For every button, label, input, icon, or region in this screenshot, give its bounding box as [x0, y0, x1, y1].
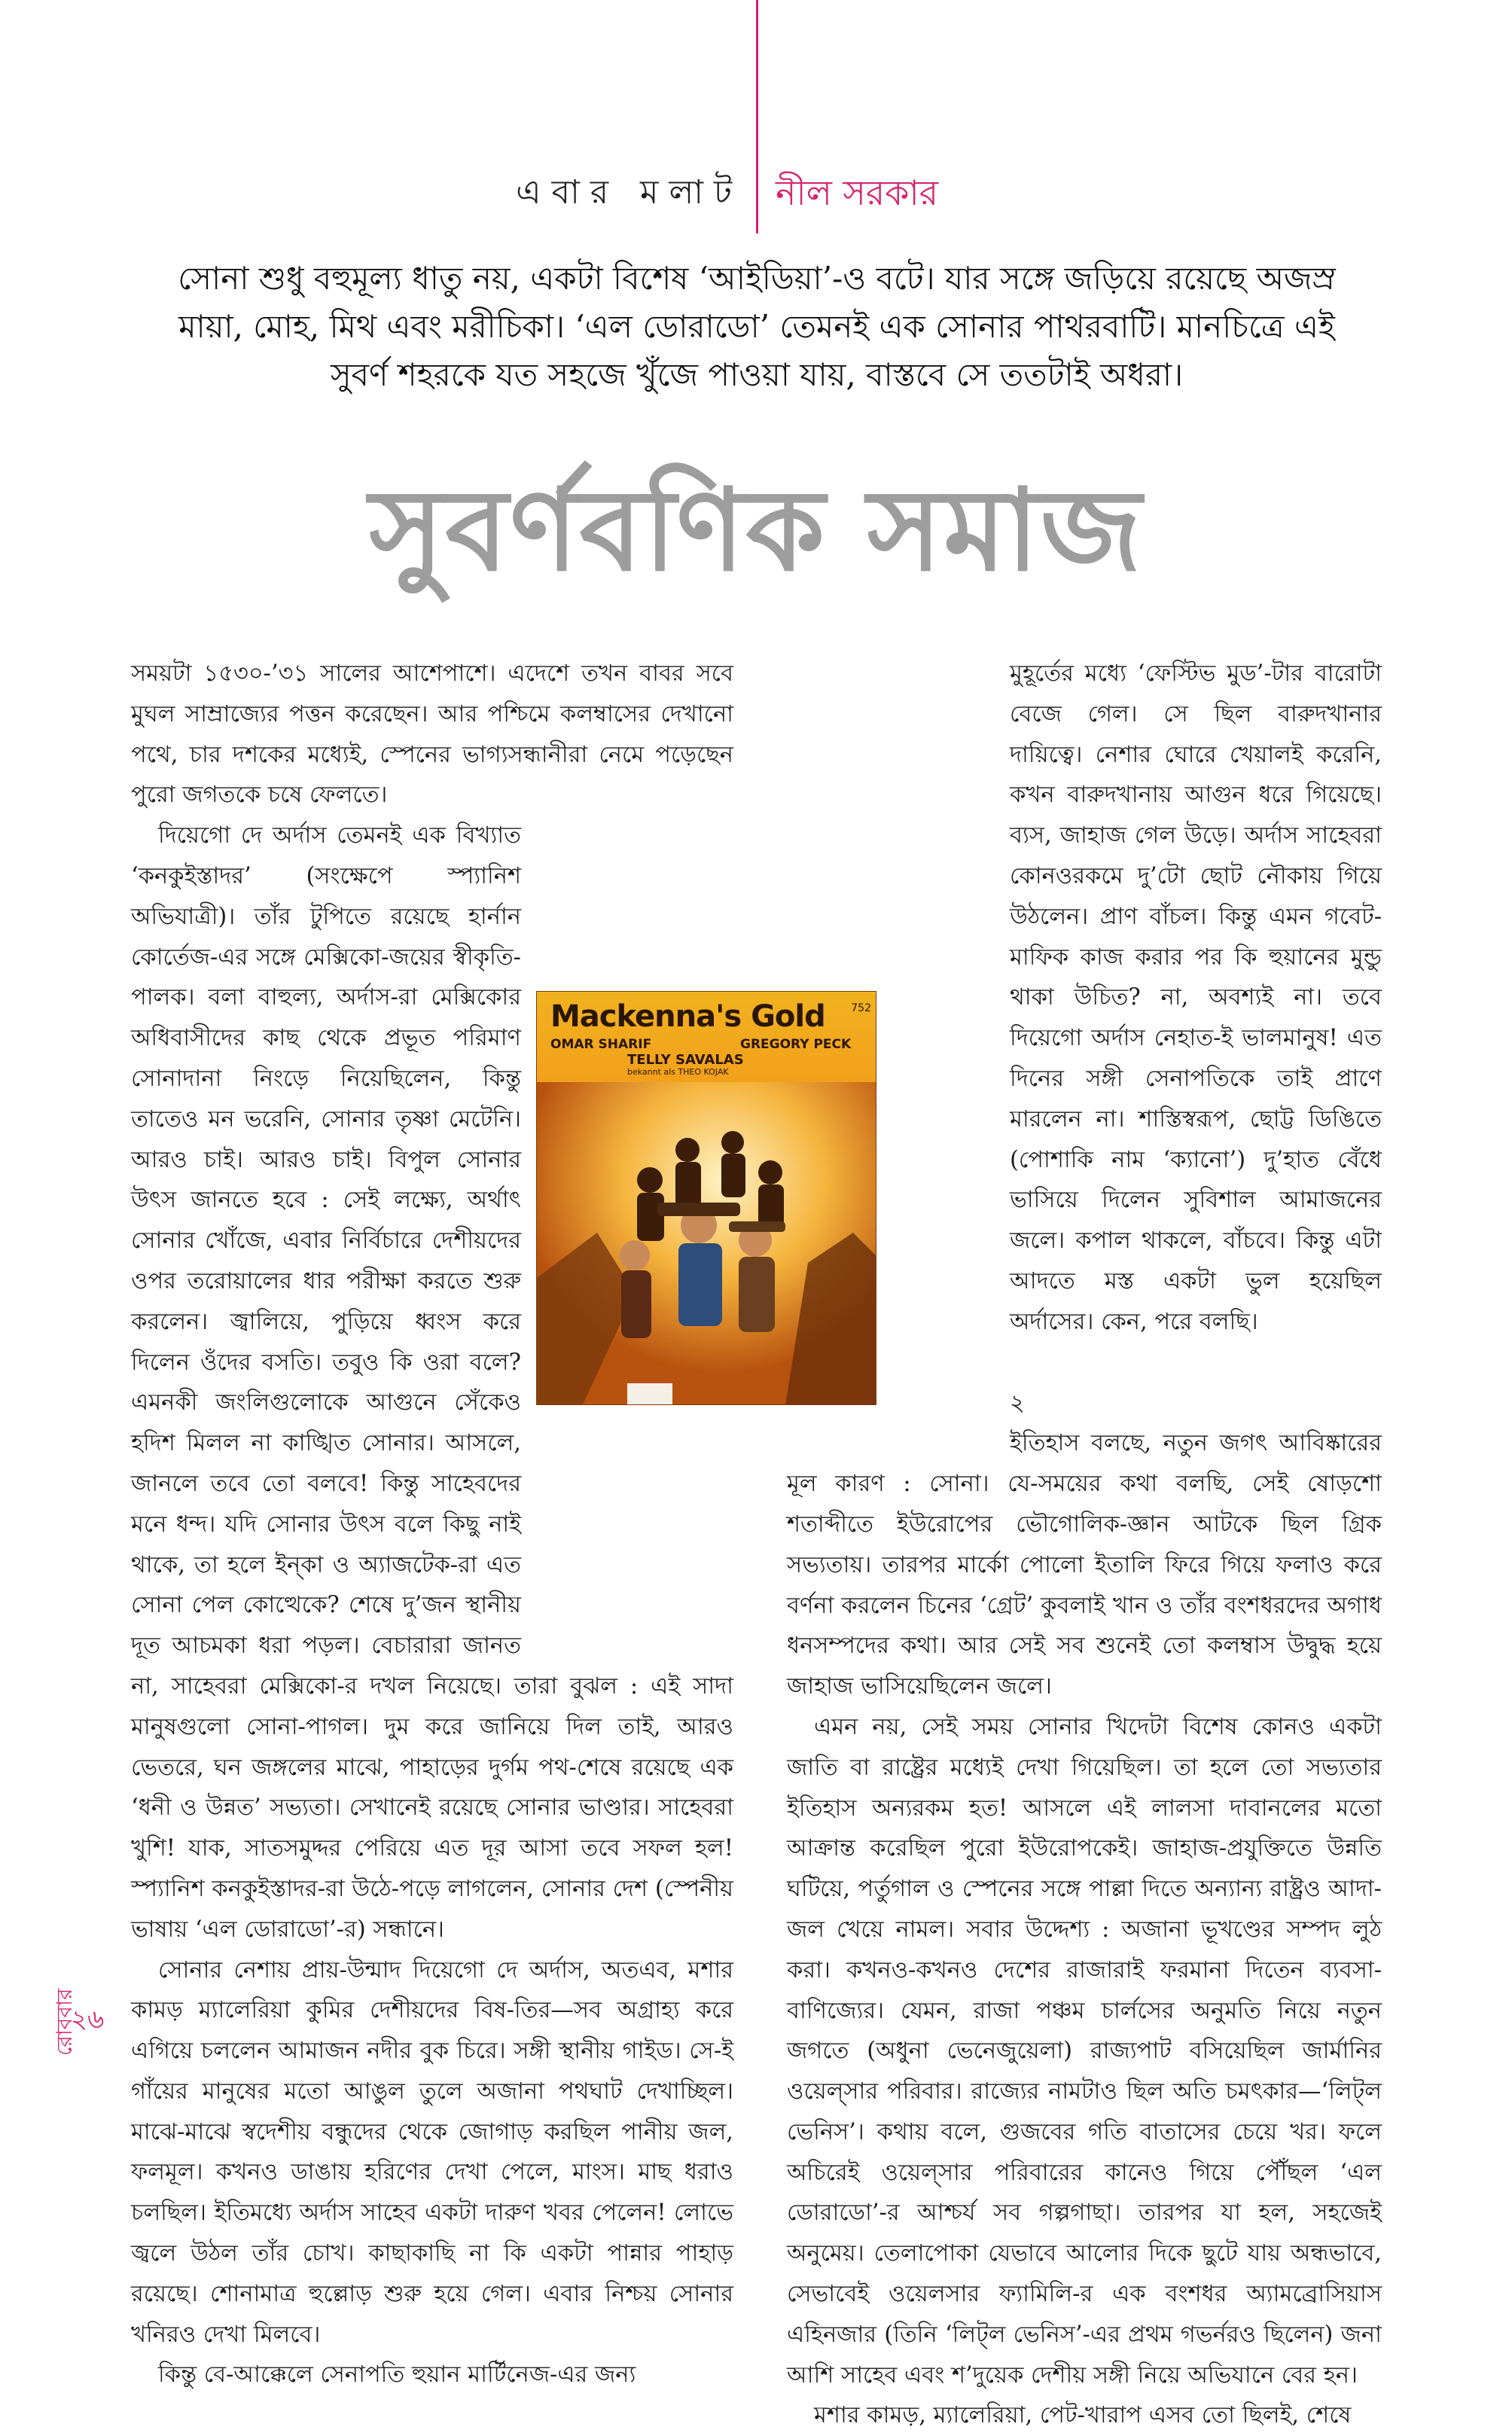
- intro-text: সোনা শুধু বহুমূল্য ধাতু নয়, একটা বিশেষ ‘আইডিয়া’-ও বটে। যার সঙ্গে জড়িয়ে রয়েছে অজস্র মায়া, মোহ, মিথ এবং মরীচিকা। ‘এল ডোরাডো’ তেমনই এক সোনার পাথরবাটি। মানচিত্রে এই সুবর্ণ শহরকে যত সহজে খুঁজে পাওয়া যায়, বাস্তবে সে ততটাই অধরা।: [178, 260, 1336, 393]
- poster-actor-2: GREGORY PECK: [740, 1037, 852, 1052]
- left-column: [131, 654, 733, 2395]
- page-number: ২৬: [71, 2005, 105, 2035]
- article-header: [0, 167, 1512, 212]
- poster-actor-3: TELLY SAVALAS: [627, 1052, 744, 1068]
- poster-number: 752: [851, 1002, 871, 1014]
- movie-poster-image: [536, 991, 876, 1405]
- poster-subtitle: bekannt als THEO KOJAK: [627, 1067, 729, 1077]
- magazine-name: রোববার: [52, 1988, 77, 2056]
- right-paragraph-2: ইতিহাস বলছে, নতুন জগৎ আবিষ্কারের মূল কারণ : সোনা। যে-সময়ের কথা বলছি, সেই ষোড়শো শতাব্দীতে ইউরোপের ভৌগোলিক-জ্ঞান আটকে ছিল গ্রিক সভ্যতায়। তারপর মার্কো পোলো ইতালি ফিরে গিয়ে ফলাও করে বর্ণনা করলেন চিনের ‘গ্রেট’ কুবলাই খান ও তাঁর বংশধরদের অগাধ ধনসম্পদের কথা। আর সেই সব শুনেই তো কলম্বাস উদ্বুদ্ধ হয়ে জাহাজ ভাসিয়েছিলেন জলে।: [787, 1430, 1382, 1700]
- article-title: সুবর্ণবণিক সমাজ: [369, 465, 1143, 596]
- right-paragraph-3: এমন নয়, সেই সময় সোনার খিদেটা বিশেষ কোনও একটা জাতি বা রাষ্ট্রের মধ্যেই দেখা গিয়েছিল। তা হলে তো সভ্যতার ইতিহাস অন্যরকম হত! আসলে এই লালসা দাবানলের মতো আক্রান্ত করেছিল পুরো ইউরোপকেই। জাহাজ-প্রযুক্তিতে উন্নতি ঘটিয়ে, পর্তুগাল ও স্পেনের সঙ্গে পাল্লা দিতে অন্যান্য রাষ্ট্রও আদা-জল খেয়ে নামল। সবার উদ্দেশ্য : অজানা ভূখণ্ডের সম্পদ লুঠ করা। কখনও-কখনও দেশের রাজারাই ফরমানা দিতেন ব্যবসা-বাণিজ্যের। যেমন, রাজা পঞ্চম চার্লসের অনুমতি নিয়ে নতুন জগতে (অধুনা ভেনেজুয়েলা) রাজ্যপাট বসিয়েছিল জার্মানির ওয়েল্সার পরিবার। রাজ্যের নামটাও ছিল অতি চমৎকার—‘লিট্ল ভেনিস’। কথায় বলে, গুজবের গতি বাতাসের চেয়ে খর। ফলে অচিরেই ওয়েল্সার পরিবারের কানেও গিয়ে পৌঁছল ‘এল ডোরাডো’-র আশ্চর্য সব গল্পগাছা। তারপর যা হল, সহজেই অনুমেয়। তেলাপোকা যেভাবে আলোর দিকে ছুটে যায় অন্ধভাবে, সেভাবেই ওয়েলসার ফ্যামিলি-র এক বংশধর অ্যামব্রোসিয়াস এহিনজার (তিনি ‘লিট্ল ভেনিস’-এর প্রথম গভর্নরও ছিলেন) জনা আশি সাহেব এবং শ’দুয়েক দেশীয় সঙ্গী নিয়ে অভিযানে বের হন।: [787, 1713, 1382, 2389]
- left-paragraph-2: দিয়েগো দে অর্দাস তেমনই এক বিখ্যাত ‘কনকুইস্তাদর’ (সংক্ষেপে স্প্যানিশ অভিযাত্রী)। তাঁর টুপিতে রয়েছে হার্নান কোর্তেজ-এর সঙ্গে মেক্সিকো-জয়ের স্বীকৃতি-পালক। বলা বাহুল্য, অর্দাস-রা মেক্সিকোর অধিবাসীদের কাছ থেকে প্রভূত পরিমাণ সোনাদানা নিংড়ে নিয়েছিলেন, কিন্তু তাতেও মন ভরেনি, সোনার তৃষ্ণা মেটেনি। আরও চাই। আরও চাই। বিপুল সোনার উৎস জানতে হবে : সেই লক্ষ্যে, অর্থাৎ সোনার খোঁজে, এবার নির্বিচারে দেশীয়দের ওপর তরোয়ালের ধার পরীক্ষা করতে শুরু করলেন। জ্বালিয়ে, পুড়িয়ে ধ্বংস করে দিলেন ওঁদের বসতি। তবুও কি ওরা বলে? এমনকী জংলিগুলোকে আগুনে সেঁকেও হদিশ মিলল না কাঙ্খিত সোনার। আসলে, জানলে তবে তো বলবে! কিন্তু সাহেবদের মনে ধন্দ। যদি সোনার উৎস বলে কিছু নাই থাকে, তা হলে ইন্কা ও অ্যাজটেক-রা এত সোনা পেল কোত্থেকে? শেষে দু’জন স্থানীয় দূত আচমকা ধরা পড়ল। বেচারারা জানত না, সাহেবরা মেক্সিকো-র দখল নিয়েছে। তারা বুঝল : এই সাদা মানুষগুলো সোনা-পাগল। দুম করে জানিয়ে দিল তাই, আরও ভেতরে, ঘন জঙ্গলের মাঝে, পাহাড়ের দুর্গম পথ-শেষে রয়েছে এক ‘ধনী ও উন্নত’ সভ্যতা। সেখানেই রয়েছে সোনার ভাণ্ডার। সাহেবরা খুশি! যাক, সাতসমুদ্দর পেরিয়ে এত দূর আসা তবে সফল হল! স্প্যানিশ কনকুইস্তাদর-রা উঠে-পড়ে লাগলেন, সোনার দেশ (স্পেনীয় ভাষায় ‘এল ডোরাডো’-র) সন্ধানে।: [131, 822, 733, 1943]
- author-name: নীল সরকার: [776, 172, 939, 213]
- right-paragraph-4: মশার কামড়, ম্যালেরিয়া, পেট-খারাপ এসব তো ছিলই, শেষে: [814, 2402, 1352, 2429]
- poster-title: Mackenna's Gold: [550, 999, 825, 1034]
- section-number: ২: [1010, 1389, 1025, 1416]
- section-label: এবার মলাট: [516, 173, 742, 212]
- left-paragraph-4: কিন্তু বে-আক্কেলে সেনাপতি হুয়ান মার্টিনেজ-এর জন্য: [158, 2361, 636, 2389]
- left-paragraph-1: সময়টা ১৫৩০-’৩১ সালের আশেপাশে। এদেশে তখন বাবর সবে মুঘল সাম্রাজ্যের পত্তন করেছেন। আর পশ্চিমে কলম্বাসের দেখানো পথে, চার দশকের মধ্যেই, স্পেনের ভাগ্যসন্ধানীরা নেমে পড়েছেন পুরো জগতকে চষে ফেলতে।: [131, 660, 733, 809]
- header-separator: [756, 161, 758, 215]
- poster-actor-1: OMAR SHARIF: [550, 1037, 652, 1052]
- left-paragraph-3: সোনার নেশায় প্রায়-উন্মাদ দিয়েগো দে অর্দাস, অতএব, মশার কামড় ম্যালেরিয়া কুমির দেশীয়দের বিষ-তির—সব অগ্রাহ্য করে এগিয়ে চললেন আমাজন নদীর বুক চিরে। সঙ্গী স্থানীয় গাইড। সে-ই গাঁয়ের মানুষের মতো আঙুল তুলে অজানা পথঘাট দেখাচ্ছিল। মাঝে-মাঝে স্বদেশীয় বন্ধুদের থেকে জোগাড় করছিল পানীয় জল, ফলমূল। কখনও ডাঙায় হরিণের দেখা পেলে, মাংস। মাছ ধরাও চলছিল। ইতিমধ্যে অর্দাস সাহেব একটা দারুণ খবর পেলেন! লোভে জ্বলে উঠল তাঁর চোখ। কাছাকাছি না কি একটা পান্নার পাহাড় রয়েছে। শোনামাত্র হুল্লোড় শুরু হয়ে গেল। এবার নিশ্চয় সোনার খনিরও দেখা মিলবে।: [131, 1956, 733, 2348]
- right-paragraph-1: মুহূর্তের মধ্যে ‘ফেস্টিভ মুড’-টার বারোটা বেজে গেল। সে ছিল বারুদখানার দায়িত্বে। নেশার ঘোরে খেয়ালই করেনি, কখন বারুদখানায় আগুন ধরে গিয়েছে। ব্যস, জাহাজ গেল উড়ে। অর্দাস সাহেবরা কোনওরকমে দু’টো ছোট নৌকায় গিয়ে উঠলেন। প্রাণ বাঁচল। কিন্তু এমন গবেট-মাফিক কাজ করার পর কি হুয়ানের মুন্ডু থাকা উচিত? না, অবশ্যই না। তবে দিয়েগো অর্দাস নেহাত-ই ভালমানুষ! এত দিনের সঙ্গী সেনাপতিকে তাই প্রাণে মারলেন না। শাস্তিস্বরূপ, ছোট্ট ডিঙিতে (পোশাকি নাম ‘ক্যানো’) দু’হাত বেঁধে ভাসিয়ে দিলেন সুবিশাল আমাজনের জলে। কপাল থাকলে, বাঁচবে। কিন্তু এটা আদতে মস্ত একটা ভুল হয়েছিল অর্দাসের। কেন, পরে বলছি।: [1010, 660, 1382, 1335]
- right-column: [787, 654, 1382, 2436]
- poster-illustration: [537, 1082, 876, 1405]
